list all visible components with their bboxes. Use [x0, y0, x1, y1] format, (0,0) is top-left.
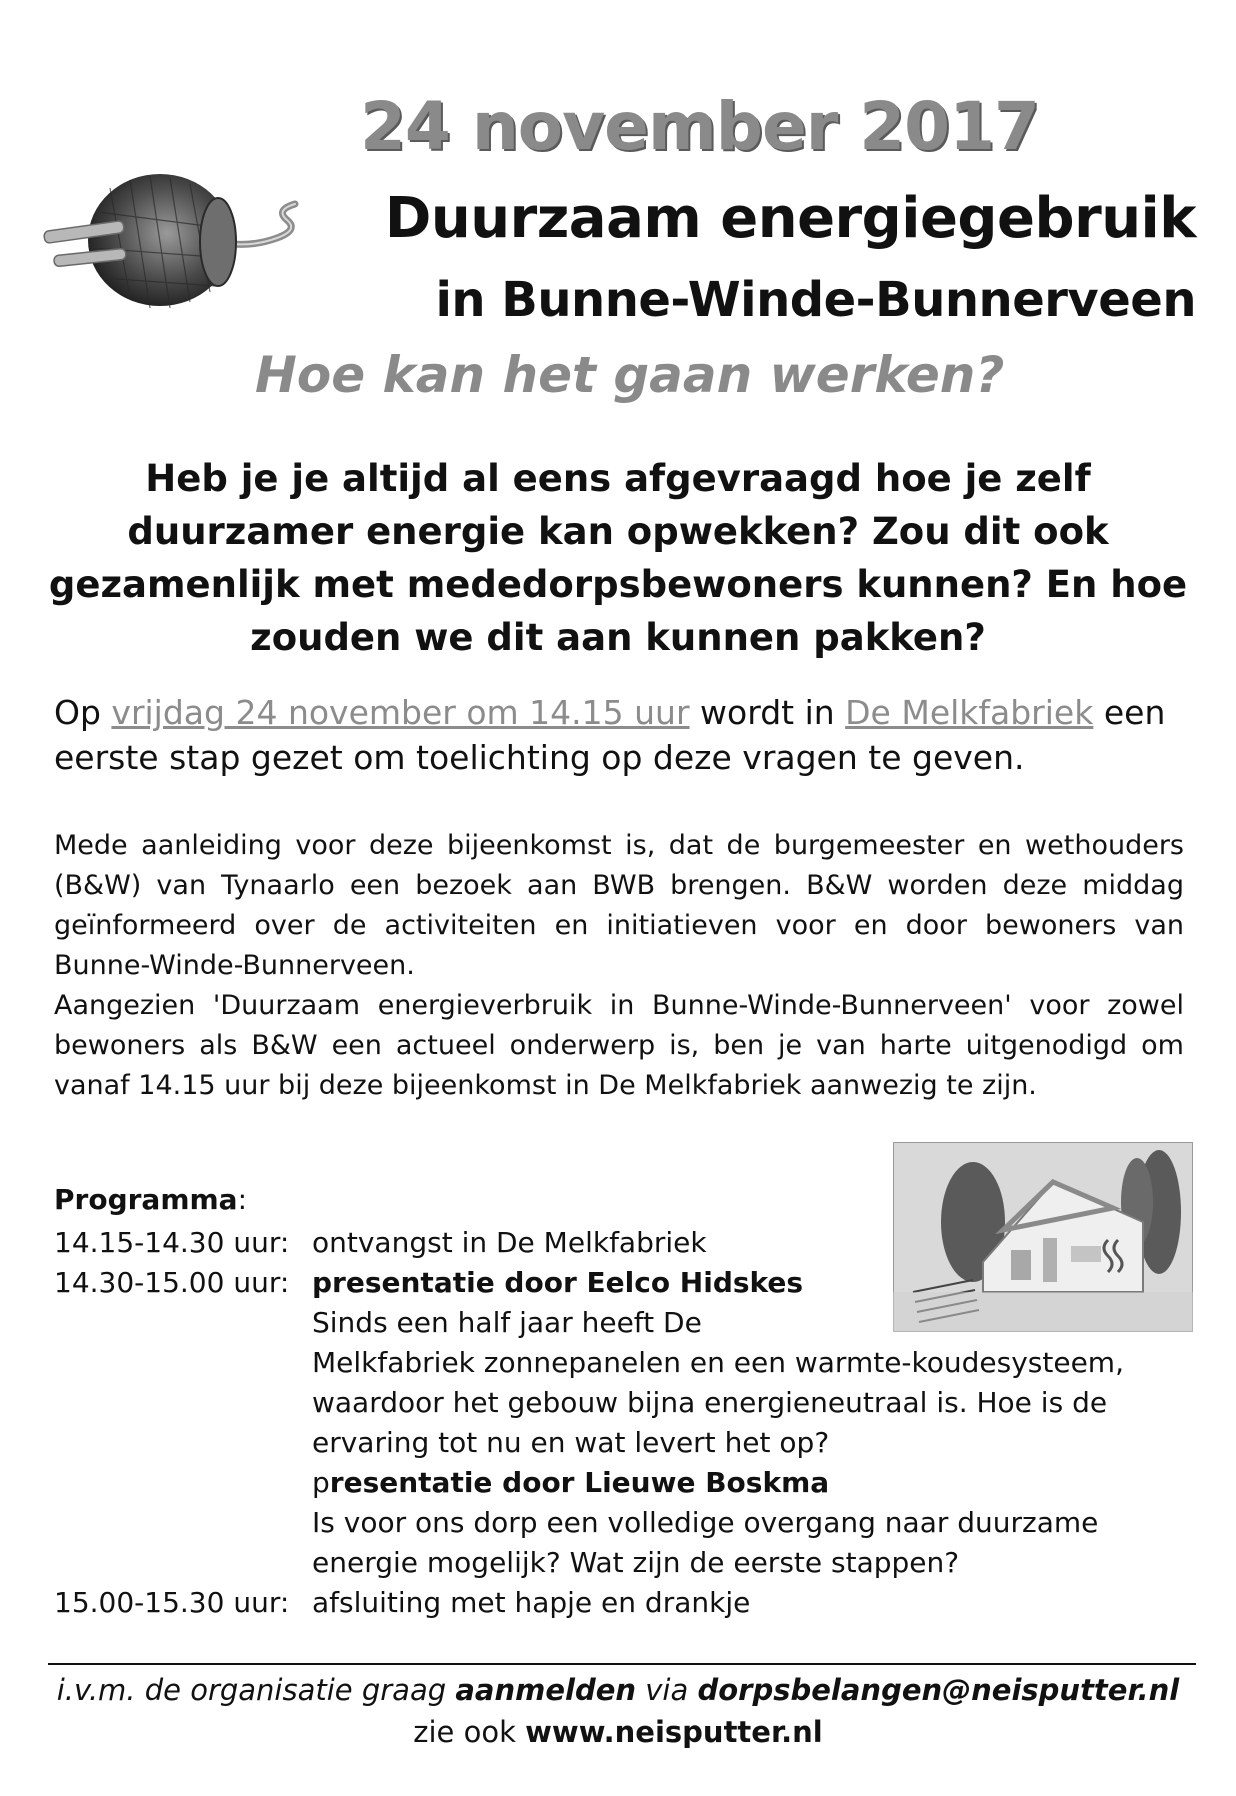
event-date-heading: 24 november 2017 — [360, 88, 1039, 165]
intro-middle: wordt in — [689, 693, 846, 732]
event-when-link[interactable]: vrijdag 24 november om 14.15 uur — [111, 693, 690, 732]
program-label-2-first: p — [312, 1466, 330, 1499]
program-detail-line: Sinds een half jaar heeft De — [312, 1306, 702, 1339]
body-paragraph-1: Mede aanleiding voor deze bijeenkomst is, dat de burgemeester en wethouders (B&W) van Tynaarlo een bezoek aan BWB brengen. B&W worden deze middag geïnformeerd over de activiteiten en initiatieven voor en door bewoners van Bunne-Winde-Bunnerveen. — [54, 830, 1184, 981]
program-detail-line: ervaring tot nu en wat levert het op? — [312, 1426, 830, 1459]
program-label-2-rest: resentatie door Lieuwe Boskma — [329, 1466, 830, 1499]
question-text: Heb je je altijd al eens afgevraagd hoe je zelf duurzamer energie kan opwekken? Zou dit ook gezamenlijk met mededorpsbewoners kunnen? En hoe zouden we dit aan kunnen pakken? — [48, 457, 1188, 659]
footer-email-link[interactable]: dorpsbelangen@neisputter.nl — [697, 1673, 1180, 1707]
program-detail-line: energie mogelijk? Wat zijn de eerste stappen? — [312, 1546, 960, 1579]
program-row-3 — [54, 1583, 750, 1623]
venue-link[interactable]: De Melkfabriek — [845, 693, 1094, 732]
program-row-1 — [54, 1223, 707, 1263]
footer-divider — [48, 1663, 1196, 1665]
program-label: presentatie door Eelco Hidskes — [312, 1266, 804, 1299]
program-time: 15.00-15.30 uur: — [54, 1586, 290, 1619]
program-label: afsluiting met hapje en drankje — [312, 1586, 751, 1619]
program-label: ontvangst in De Melkfabriek — [312, 1226, 707, 1259]
program-row-2-detail — [312, 1303, 1192, 1583]
intro-rest: een eerste stap gezet om toelichting op deze vragen te geven. — [54, 693, 1166, 777]
footer-website-line — [0, 1712, 1236, 1752]
program-detail-line: waardoor het gebouw bijna energieneutraal is. Hoe is de — [312, 1386, 1108, 1419]
body-paragraph-2: Aangezien 'Duurzaam energieverbruik in Bunne-Winde-Bunnerveen' voor zowel bewoners als B&W een actueel onderwerp is, ben je van harte uitgenodigd om vanaf 14.15 uur bij deze bijeenkomst in De Melkfabriek aanwezig te zijn. — [54, 990, 1184, 1101]
footer-text: via — [636, 1673, 698, 1707]
program-row-2 — [54, 1263, 803, 1303]
title-line-1: Duurzaam energiegebruik — [384, 186, 1196, 251]
program-heading — [54, 1183, 247, 1216]
footer-text: zie ook — [413, 1715, 526, 1749]
intro-paragraph — [54, 690, 1194, 780]
footer-website-link[interactable]: www.neisputter.nl — [525, 1715, 823, 1749]
program-time: 14.30-15.00 uur: — [54, 1266, 290, 1299]
program-detail-line: Melkfabriek zonnepanelen en een warmte-koudesysteem, — [312, 1346, 1124, 1379]
program-label-2 — [312, 1463, 1192, 1503]
program-heading-colon: : — [237, 1183, 247, 1216]
title-line-2: in Bunne-Winde-Bunnerveen — [435, 272, 1196, 328]
intro-prefix: Op — [54, 693, 112, 732]
footer-text: i.v.m. de organisatie graag — [56, 1673, 456, 1707]
program-heading-label: Programma — [54, 1183, 238, 1216]
program-time: 14.15-14.30 uur: — [54, 1226, 290, 1259]
footer-register-word: aanmelden — [455, 1673, 637, 1707]
footer-registration-line — [0, 1670, 1236, 1710]
subtitle: Hoe kan het gaan werken? — [255, 346, 1005, 404]
energy-plug-image — [40, 168, 340, 328]
program-detail-line: Is voor ons dorp een volledige overgang naar duurzame — [312, 1506, 1099, 1539]
